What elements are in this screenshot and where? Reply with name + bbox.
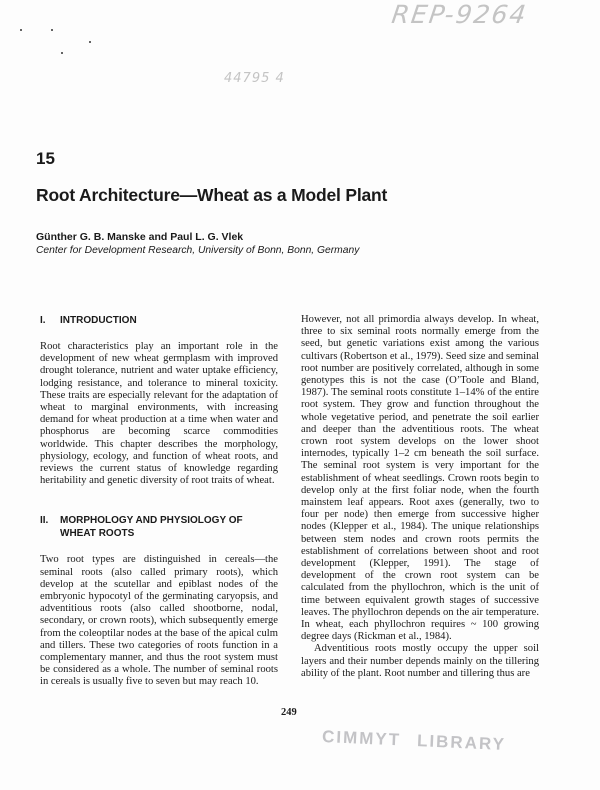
section-numeral: I. [40, 315, 46, 326]
section-heading-morphology [40, 514, 278, 540]
authors: Günther G. B. Manske and Paul L. G. Vlek [36, 231, 244, 243]
left-column [40, 314, 278, 689]
page-number: 249 [281, 707, 297, 718]
morphology-paragraph-3: Adventitious roots mostly occupy the upper soil layers and their number depends mainly on the tillering ability of the plant. Root number and tillering thus are [301, 643, 539, 679]
chapter-number: 15 [36, 149, 55, 168]
affiliation: Center for Development Research, University of Bonn, Bonn, Germany [36, 245, 360, 256]
section-numeral: II. [40, 515, 49, 527]
morphology-paragraph-2: However, not all primordia always develop. In wheat, three to six seminal roots normally emerge from the seed, but genetic variations exist among the various cultivars (Robertson et al., 1979). Seed size and seminal root number are positively correlated, although in some genotypes this is not the case (O’Toole and Bland, 1987). The seminal roots constitute 1–14% of the entire root system. They grow and function throughout the whole vegetative period, and penetrate the soil earlier and deeper than the adventitious roots. The wheat crown root system develops on the lower shoot internodes, typically 1–2 cm beneath the soil surface. The seminal root system is very important for the establishment of wheat seedlings. Crown roots begin to develop only at the first foliar node, when the fourth mainstem leaf appears. Root axes (generally, two to four per node) then emerge from successive higher nodes (Klepper et al., 1984). The unique relationships between stem nodes and crown roots permits the establishment of correlations between shoot and root development (Klepper, 1991). The stage of development of the crown root system can be calculated from the phyllochron, which is the unit of time between equivalent growth stages of successive leaves. The phyllochron depends on the air temperature. In wheat, each phyllochron requires ~ 100 growing degree days (Rickman et al., 1984). [301, 314, 540, 643]
section-title: INTRODUCTION [60, 315, 137, 326]
scan-speck [51, 29, 53, 31]
scan-speck [61, 52, 63, 54]
section-heading-introduction [40, 314, 278, 327]
stamp-word: CIMMYT [321, 726, 402, 750]
handwritten-accession-number: 44795 4 [224, 71, 285, 86]
stamp-word: LIBRARY [416, 731, 507, 755]
morphology-paragraph-1: Two root types are distinguished in cereals—the seminal roots (also called primary roots), which develop at the scutellar and epiblast nodes of the embryonic hypocotyl of the germinating caryopsis, and adventitious roots (also called shootborne, nodal, secondary, or crown roots), which subsequently emerge from the coleoptilar nodes at the base of the apical culm and tillers. These two categories of roots function in a complementary manner, and thus the root system must be considered as a whole. The number of seminal roots in cereals is usually five to seven but may reach 10. [40, 554, 278, 688]
chapter-title: Root Architecture—Wheat as a Model Plant [36, 185, 388, 205]
library-stamp [322, 727, 507, 755]
scan-speck [89, 41, 91, 43]
section-title: MORPHOLOGY AND PHYSIOLOGY OF WHEAT ROOTS [60, 515, 243, 540]
right-column [301, 314, 539, 680]
introduction-paragraph: Root characteristics play an important role in the development of new wheat germplasm with improved drought tolerance, nutrient and water uptake efficiency, lodging resistance, and tolerance to mineral toxicity. These traits are especially relevant for the adaptation of wheat to marginal environments, with increasing demand for wheat production at a time when water and phosphorus are becoming scarce commodities worldwide. This chapter describes the morphology, physiology, ecology, and function of wheat roots, and reviews the current status of knowledge regarding heritability and genetic diversity of root traits of wheat. [40, 341, 278, 487]
handwritten-reference-number: REP-9264 [389, 0, 530, 29]
scan-speck [20, 29, 22, 31]
